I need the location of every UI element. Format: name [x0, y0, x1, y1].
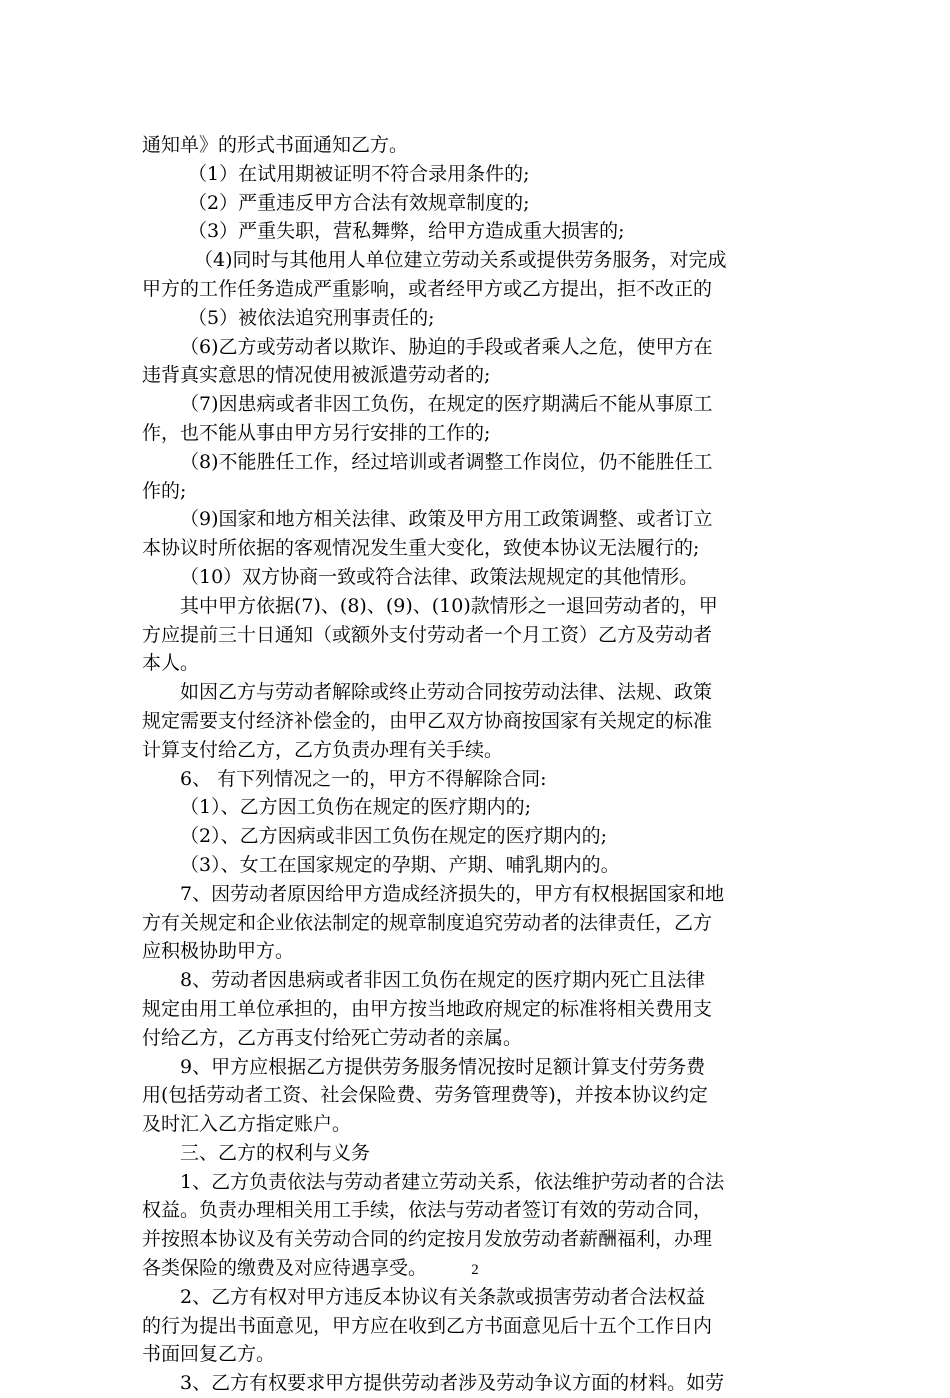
paragraph-line: 7、因劳动者原因给甲方造成经济损失的，甲方有权根据国家和地	[180, 882, 725, 905]
document-body	[142, 131, 814, 1398]
paragraph-line: （10）双方协商一致或符合法律、政策法规规定的其他情形。	[180, 565, 699, 588]
paragraph-line: 权益。负责办理相关用工手续，依法与劳动者签订有效的劳动合同，	[142, 1199, 713, 1222]
paragraph-line: 9、甲方应根据乙方提供劳务服务情况按时足额计算支付劳务费	[180, 1055, 706, 1078]
paragraph-line: （3）、女工在国家规定的孕期、产期、哺乳期内的。	[180, 853, 620, 876]
paragraph-line: （2）严重违反甲方合法有效规章制度的;	[188, 191, 530, 214]
paragraph-line: 本人。	[142, 652, 200, 675]
paragraph-line: 3、乙方有权要求甲方提供劳动者涉及劳动争议方面的材料。如劳	[180, 1372, 725, 1395]
page-number: 2	[471, 1262, 479, 1278]
paragraph-line: 甲方的工作任务造成严重影响，或者经甲方或乙方提出，拒不改正的	[142, 277, 713, 300]
paragraph-line: 方应提前三十日通知（或额外支付劳动者一个月工资）乙方及劳动者	[142, 623, 713, 646]
paragraph-line: 计算支付给乙方，乙方负责办理有关手续。	[142, 738, 504, 761]
paragraph-line: 及时汇入乙方指定账户。	[142, 1113, 352, 1136]
paragraph-line: 付给乙方，乙方再支付给死亡劳动者的亲属。	[142, 1026, 523, 1049]
paragraph-line: 本协议时所依据的客观情况发生重大变化，致使本协议无法履行的;	[142, 537, 700, 560]
paragraph-line: （3）严重失职，营私舞弊，给甲方造成重大损害的;	[188, 220, 625, 243]
paragraph-line: 规定由用工单位承担的，由甲方按当地政府规定的标准将相关费用支	[142, 997, 713, 1020]
paragraph-line: 方有关规定和企业依法制定的规章制度追究劳动者的法律责任，乙方	[142, 911, 713, 934]
paragraph-line: （1）、乙方因工负伤在规定的医疗期内的;	[180, 796, 531, 819]
paragraph-line: 各类保险的缴费及对应待遇享受。	[142, 1257, 428, 1280]
paragraph-line: 违背真实意思的情况使用被派遣劳动者的;	[142, 364, 491, 387]
paragraph-line: 通知单》的形式书面通知乙方。	[142, 134, 409, 156]
paragraph-line: 1、乙方负责依法与劳动者建立劳动关系，依法维护劳动者的合法	[180, 1170, 725, 1193]
paragraph-line: 8、劳动者因患病或者非因工负伤在规定的医疗期内死亡且法律	[180, 969, 706, 992]
paragraph-line: 并按照本协议及有关劳动合同的约定按月发放劳动者薪酬福利，办理	[142, 1228, 713, 1251]
paragraph-line: （9)国家和地方相关法律、政策及甲方用工政策调整、或者订立	[180, 508, 713, 531]
paragraph-line: （4)同时与其他用人单位建立劳动关系或提供劳务服务，对完成	[194, 249, 727, 272]
paragraph-line: 如因乙方与劳动者解除或终止劳动合同按劳动法律、法规、政策	[180, 681, 713, 704]
paragraph-line: 的行为提出书面意见，甲方应在收到乙方书面意见后十五个工作日内	[142, 1314, 713, 1337]
paragraph-line: 作，也不能从事由甲方另行安排的工作的;	[142, 421, 491, 444]
paragraph-line: 应积极协助甲方。	[142, 940, 295, 963]
paragraph-line: 作的;	[142, 479, 187, 502]
paragraph-line: （1）在试用期被证明不符合录用条件的;	[188, 162, 530, 185]
paragraph-line: 书面回复乙方。	[142, 1343, 276, 1366]
paragraph-line: 2、乙方有权对甲方违反本协议有关条款或损害劳动者合法权益	[180, 1285, 706, 1308]
section-heading: 三、乙方的权利与义务	[180, 1141, 371, 1164]
paragraph-line: 6、 有下列情况之一的，甲方不得解除合同:	[180, 767, 547, 790]
paragraph-line: （6)乙方或劳动者以欺诈、胁迫的手段或者乘人之危，使甲方在	[180, 335, 713, 358]
paragraph-line: （5）被依法追究刑事责任的;	[188, 306, 435, 329]
paragraph-line: 其中甲方依据(7)、(8)、(9)、(10)款情形之一退回劳动者的，甲	[180, 594, 718, 617]
paragraph-line: 规定需要支付经济补偿金的，由甲乙双方协商按国家有关规定的标准	[142, 709, 713, 732]
paragraph-line: （7)因患病或者非因工负伤，在规定的医疗期满后不能从事原工	[180, 393, 713, 416]
paragraph-line: （2）、乙方因病或非因工负伤在规定的医疗期内的;	[180, 825, 607, 848]
paragraph-line: 用(包括劳动者工资、社会保险费、劳务管理费等)，并按本协议约定	[142, 1084, 708, 1107]
paragraph-line: （8)不能胜任工作，经过培训或者调整工作岗位，仍不能胜任工	[180, 450, 713, 473]
